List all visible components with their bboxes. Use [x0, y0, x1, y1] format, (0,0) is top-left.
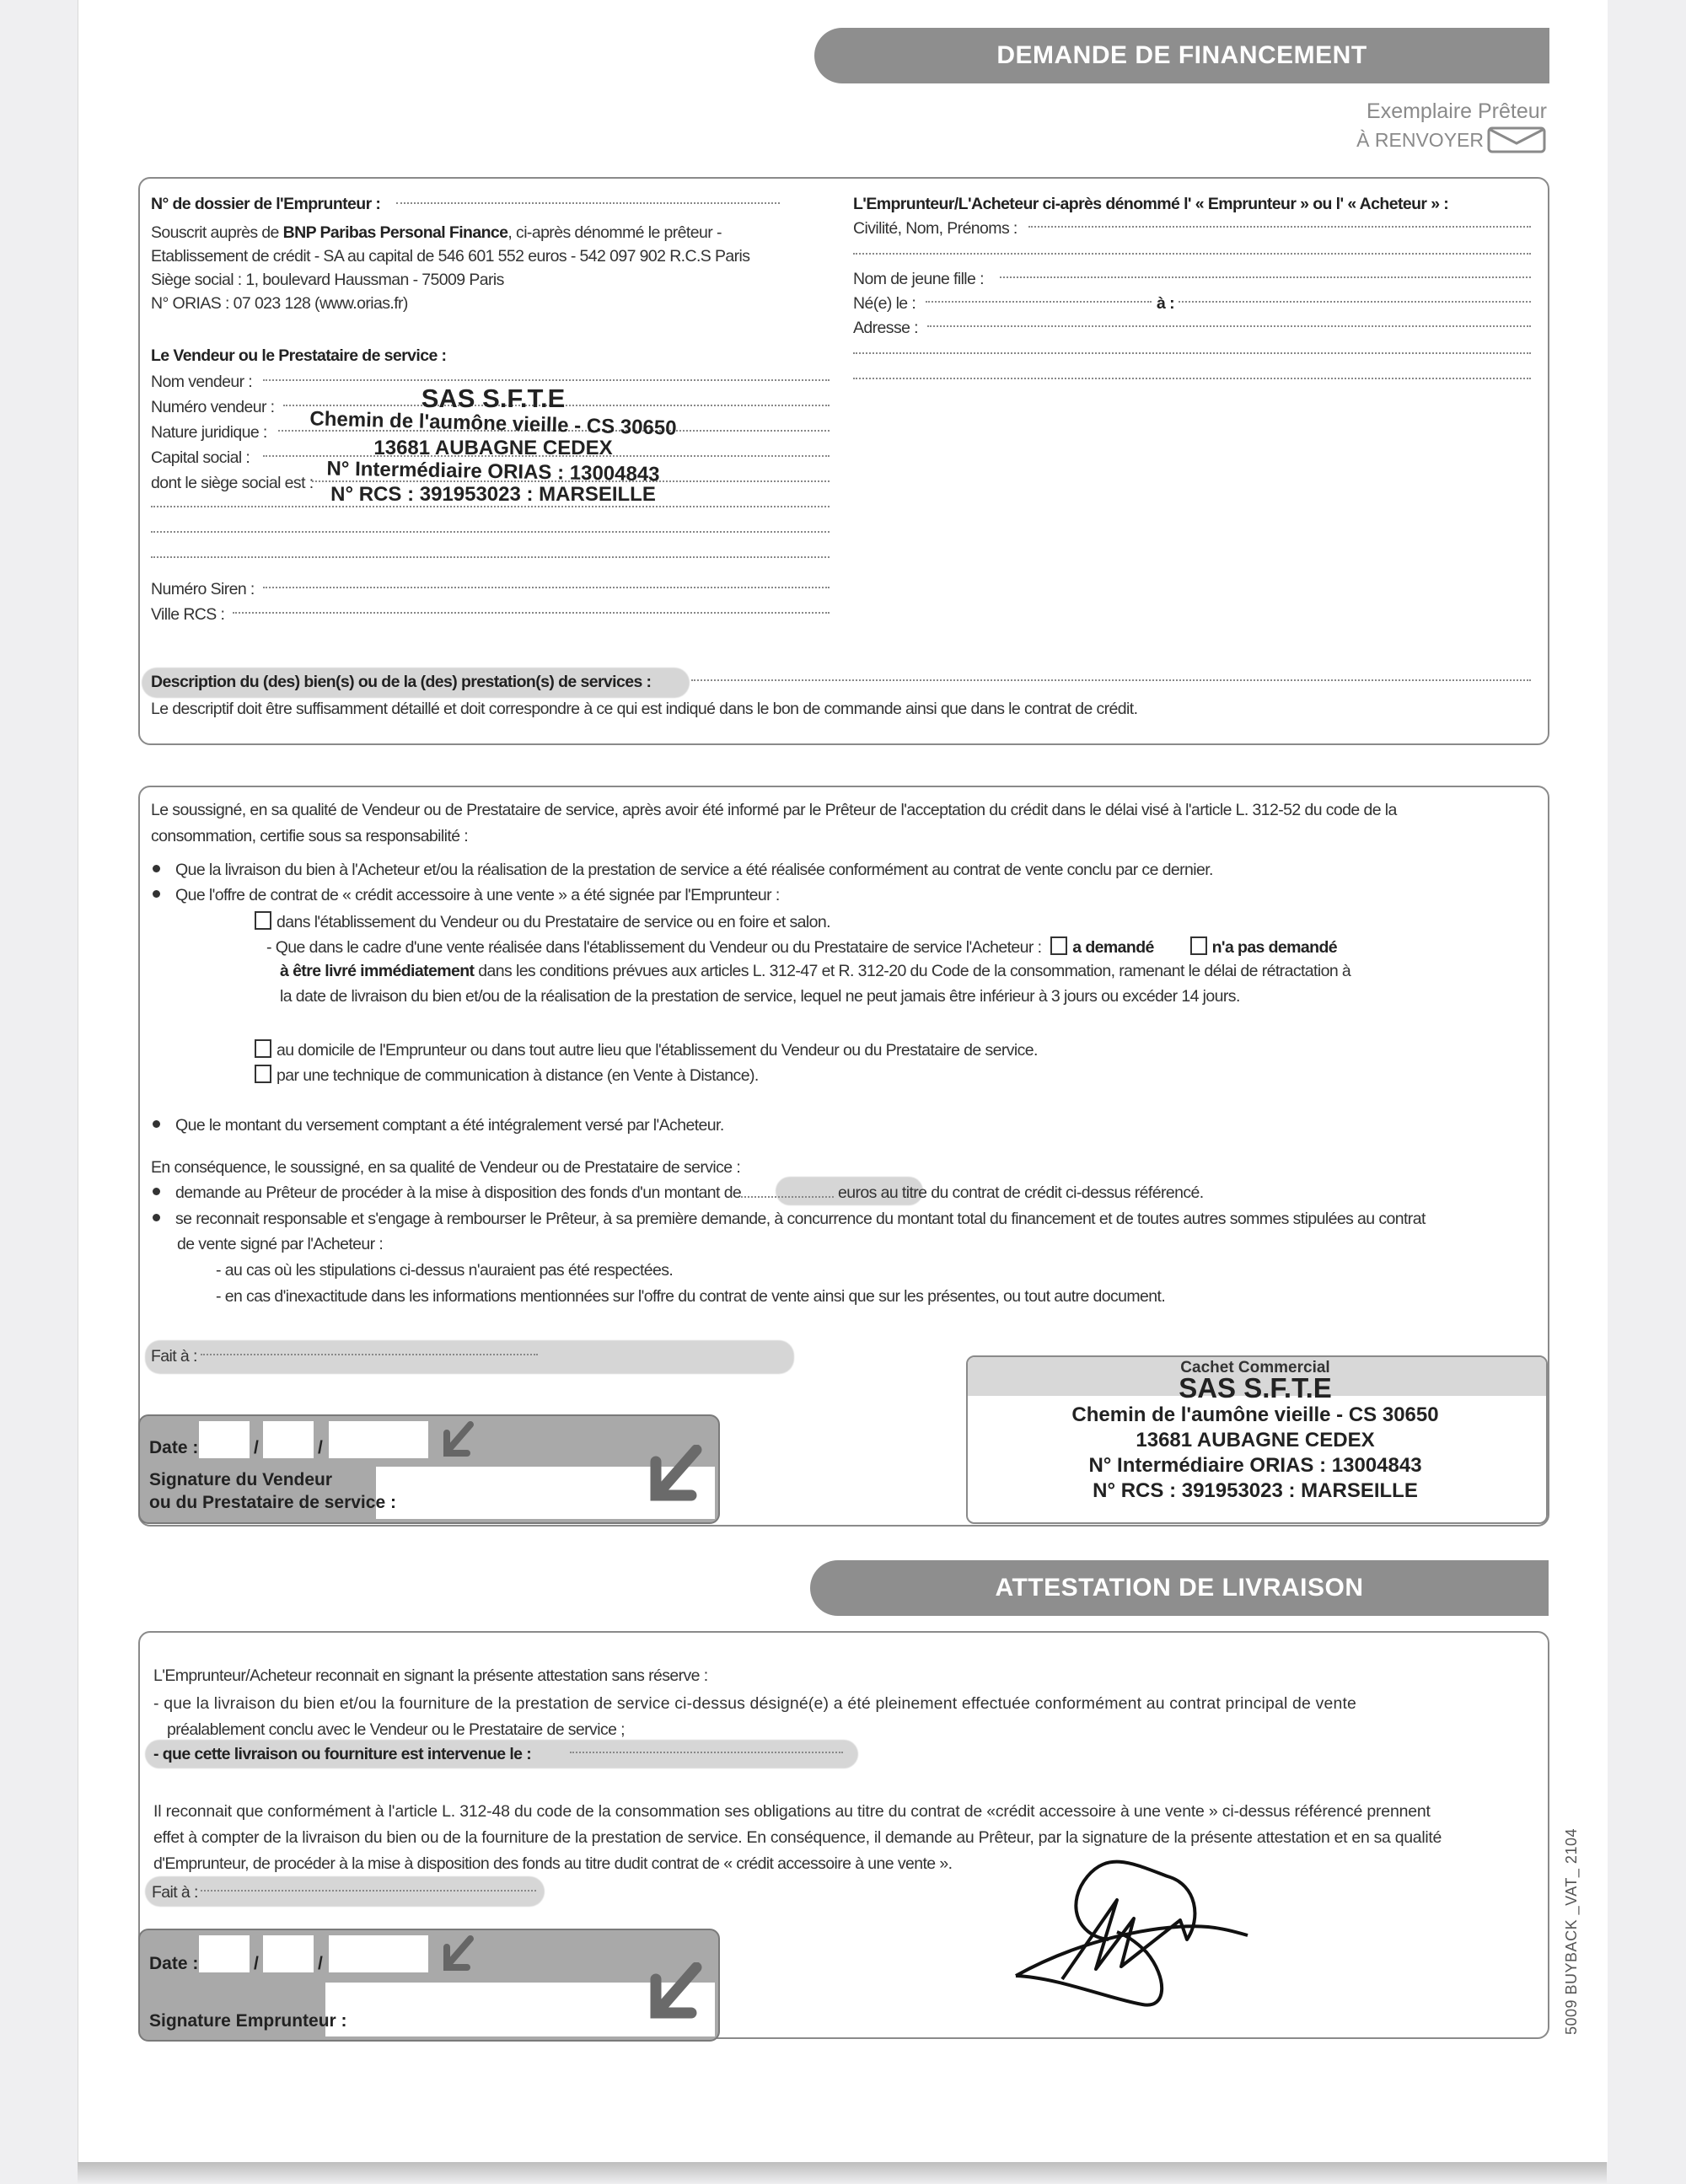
- vendor-date-year[interactable]: [329, 1421, 428, 1458]
- bullet-icon: [153, 1120, 160, 1128]
- bullet-offer-signed: Que l'offre de contrat de « crédit accessoire à une vente » a été signée par l'Emprunteur :: [151, 886, 780, 905]
- date-separator: /: [318, 1438, 323, 1457]
- borrower-heading: L'Emprunteur/L'Acheteur ci-après dénommé l' « Emprunteur » ou l' « Acheteur » :: [853, 195, 1449, 213]
- born-at-label: à :: [1157, 294, 1174, 313]
- description-field[interactable]: [691, 679, 1531, 681]
- share-capital-label: Capital social :: [151, 448, 250, 467]
- legal-form-label: Nature juridique :: [151, 423, 267, 442]
- borrower-date-label: Date :: [149, 1954, 199, 1973]
- date-separator: /: [318, 1954, 323, 1973]
- borrower-date-month[interactable]: [263, 1935, 314, 1972]
- address-field-line-3[interactable]: [853, 378, 1531, 379]
- copy-label: Exemplaire Prêteur: [1367, 99, 1547, 123]
- arrow-down-left-icon: [646, 1445, 705, 1504]
- delivery-made-at-highlight: [145, 1876, 545, 1907]
- stamp-company-name: SAS S.F.T.E: [421, 384, 566, 413]
- handwritten-signature: [1007, 1851, 1294, 2036]
- born-label: Né(e) le :: [853, 294, 916, 313]
- arrow-down-left-icon: [440, 1935, 475, 1972]
- envelope-icon: [1487, 126, 1546, 153]
- cachet-rcs: N° RCS : 391953023 : MARSEILLE: [1093, 1479, 1418, 1502]
- return-label-group: [1356, 126, 1546, 153]
- checkbox-asked[interactable]: [1050, 936, 1067, 955]
- vendor-name-label: Nom vendeur :: [151, 373, 253, 391]
- page-title: DEMANDE DE FINANCEMENT: [996, 41, 1367, 69]
- made-at-label: Fait à :: [151, 1347, 197, 1366]
- bullet-icon: [153, 1214, 160, 1221]
- delivery-para-3: d'Emprunteur, de procéder à la mise à disposition des fonds au titre dudit contrat de « crédit accessoire à une vente ».: [153, 1854, 953, 1873]
- vendor-signature-label: Signature du Vendeur ou du Prestataire de service :: [149, 1470, 396, 1512]
- bullet-icon: [153, 865, 160, 872]
- amount-field[interactable]: [741, 1184, 834, 1198]
- delivery-banner: [810, 1560, 1549, 1616]
- made-at-field[interactable]: [201, 1354, 538, 1355]
- checkbox-not-asked[interactable]: [1190, 936, 1207, 955]
- case-2: - en cas d'inexactitude dans les informations mentionnées sur l'offre du contrat de vente ainsi que sur les présentes, ou tout autre document.: [216, 1287, 1166, 1306]
- civility-label: Civilité, Nom, Prénoms :: [853, 219, 1018, 238]
- cachet-company-name: SAS S.F.T.E: [1179, 1372, 1332, 1403]
- delivery-point-2: - que cette livraison ou fourniture est intervenue le :: [153, 1745, 532, 1763]
- date-separator: /: [254, 1438, 259, 1457]
- immediate-delivery-line: à être livré immédiatement dans les conditions prévues aux articles L. 312-47 et R. 312-20 du Code de la consommation, ramenant le délai de rétractation à: [280, 962, 1351, 980]
- borrower-date-year[interactable]: [329, 1935, 428, 1972]
- rcs-city-label: Ville RCS :: [151, 605, 225, 624]
- responsibility-line-2: de vente signé par l'Acheteur :: [177, 1235, 384, 1253]
- maiden-name-label: Nom de jeune fille :: [853, 270, 984, 288]
- certification-intro-2: consommation, certifie sous sa responsabilité :: [151, 827, 469, 845]
- store-sub-line: - Que dans le cadre d'une vente réalisée dans l'établissement du Vendeur ou du Prestataire de service l'Acheteur : a demandé n'a pas demandé: [266, 938, 1338, 957]
- bullet-icon: [153, 890, 160, 898]
- vendor-date-day[interactable]: [199, 1421, 250, 1458]
- civility-field[interactable]: [1028, 226, 1531, 228]
- option-remote: par une technique de communication à distance (en Vente à Distance).: [255, 1065, 759, 1086]
- vendor-date-label: Date :: [149, 1438, 199, 1457]
- maiden-name-field[interactable]: [1000, 276, 1531, 278]
- dossier-label: N° de dossier de l'Emprunteur :: [151, 195, 381, 213]
- checkbox-store[interactable]: [255, 911, 271, 930]
- lender-line-1: Souscrit auprès de BNP Paribas Personal Finance, ci-après dénommé le prêteur -: [151, 223, 722, 242]
- bullet-delivery: Que la livraison du bien à l'Acheteur et/ou la réalisation de la prestation de service a été réalisée conformément au contrat de vente conclu par ce dernier.: [151, 861, 1213, 880]
- bullet-icon: [153, 1188, 160, 1195]
- rcs-city-field[interactable]: [233, 612, 830, 614]
- stamp-orias: N° Intermédiaire ORIAS : 13004843: [326, 457, 660, 486]
- cachet-orias: N° Intermédiaire ORIAS : 13004843: [1088, 1454, 1422, 1477]
- address-field[interactable]: [927, 325, 1531, 327]
- lender-name: BNP Paribas Personal Finance: [282, 223, 508, 242]
- delivery-point-1b: préalablement conclu avec le Vendeur ou le Prestataire de service ;: [167, 1720, 625, 1739]
- description-note: Le descriptif doit être suffisamment détaillé et doit correspondre à ce qui est indiqué dans le bon de commande ainsi que dans le contrat de crédit.: [151, 700, 1138, 718]
- lender-line-4: N° ORIAS : 07 023 128 (www.orias.fr): [151, 294, 408, 313]
- address-label: Adresse :: [853, 319, 918, 337]
- immediate-delivery-line-3: la date de livraison du bien et/ou de la réalisation de la prestation de service, lequel ne peut jamais être inférieur à 3 jours ou excéder 14 jours.: [280, 987, 1240, 1006]
- head-office-field-line-4[interactable]: [151, 556, 830, 558]
- return-label: À RENVOYER: [1356, 128, 1484, 151]
- checkbox-remote[interactable]: [255, 1065, 271, 1083]
- borrower-date-day[interactable]: [199, 1935, 250, 1972]
- delivery-intro: L'Emprunteur/Acheteur reconnait en signant la présente attestation sans réserve :: [153, 1666, 708, 1685]
- responsibility-line: se reconnait responsable et s'engage à rembourser le Prêteur, à sa première demande, à concurrence du montant total du financement et de toutes autres sommes stipulées au contrat: [151, 1210, 1426, 1229]
- dossier-number-field[interactable]: [396, 202, 780, 204]
- made-at-highlight: [145, 1340, 794, 1374]
- bullet-down-payment: Que le montant du versement comptant a été intégralement versé par l'Acheteur.: [151, 1116, 724, 1135]
- siren-field[interactable]: [263, 587, 830, 588]
- arrow-down-left-icon: [646, 1962, 705, 2021]
- stamp-rcs: N° RCS : 391953023 : MARSEILLE: [330, 483, 656, 506]
- birth-place-field[interactable]: [1179, 301, 1531, 303]
- head-office-field-line-2[interactable]: [151, 506, 830, 507]
- vendor-number-label: Numéro vendeur :: [151, 398, 275, 416]
- vendor-heading: Le Vendeur ou le Prestataire de service :: [151, 346, 447, 365]
- cachet-city: 13681 AUBAGNE CEDEX: [1136, 1429, 1375, 1452]
- form-reference: 5009 BUYBACK _VAT_ 2104: [1563, 1828, 1580, 2035]
- option-home: au domicile de l'Emprunteur ou dans tout autre lieu que l'établissement du Vendeur ou du Prestataire de service.: [255, 1039, 1038, 1060]
- commercial-stamp-title: Cachet Commercial: [1180, 1359, 1330, 1376]
- delivery-point-1: - que la livraison du bien et/ou la fourniture de la prestation de service ci-dessus désigné(e) a été pleinement effectuée conformément au contrat principal de vente: [153, 1694, 1357, 1713]
- commercial-stamp: [966, 1374, 1544, 1504]
- page-shadow: [78, 2162, 1607, 2184]
- lender-line-2: Etablissement de crédit - SA au capital de 546 601 552 euros - 542 097 902 R.C.S Paris: [151, 247, 750, 266]
- stamp-city: 13681 AUBAGNE CEDEX: [373, 437, 613, 459]
- date-separator: /: [254, 1954, 259, 1973]
- title-banner: [814, 28, 1549, 83]
- lender-line-3: Siège social : 1, boulevard Haussman - 75009 Paris: [151, 271, 504, 289]
- civility-field-line-2[interactable]: [853, 253, 1531, 255]
- delivery-date-field[interactable]: [570, 1752, 843, 1753]
- certification-intro: Le soussigné, en sa qualité de Vendeur ou de Prestataire de service, après avoir été informé par le Prêteur de l'acceptation du crédit dans le délai visé à l'article L. 312-52 du code de la: [151, 801, 1397, 819]
- consequence-line: En conséquence, le soussigné, en sa qualité de Vendeur ou de Prestataire de service :: [151, 1158, 741, 1177]
- siren-label: Numéro Siren :: [151, 580, 255, 598]
- cachet-address: Chemin de l'aumône vieille - CS 30650: [1071, 1403, 1439, 1426]
- option-store: dans l'établissement du Vendeur ou du Prestataire de service ou en foire et salon.: [255, 911, 830, 932]
- funds-request-line: demande au Prêteur de procéder à la mise à disposition des fonds d'un montant de euros au titre du contrat de crédit ci-dessus référencé.: [151, 1183, 1204, 1203]
- birth-date-field[interactable]: [926, 301, 1152, 303]
- delivery-para-1: Il reconnait que conformément à l'article L. 312-48 du code de la consommation ses obligations au titre du contrat de «crédit accessoire à une vente » ci-dessus référencé prennent: [153, 1802, 1431, 1821]
- head-office-field-line-3[interactable]: [151, 531, 830, 533]
- head-office-label: dont le siège social est :: [151, 474, 314, 492]
- delivery-made-at-field[interactable]: [201, 1890, 536, 1892]
- delivery-made-at-label: Fait à :: [152, 1883, 198, 1902]
- arrow-down-left-icon: [440, 1421, 475, 1458]
- case-1: - au cas où les stipulations ci-dessus n'auraient pas été respectées.: [216, 1261, 674, 1280]
- borrower-signature-label: Signature Emprunteur :: [149, 2011, 347, 2031]
- description-label: Description du (des) bien(s) ou de la (des) prestation(s) de services :: [151, 673, 652, 691]
- address-field-line-2[interactable]: [853, 352, 1531, 354]
- vendor-stamp: [291, 386, 695, 506]
- vendor-date-month[interactable]: [263, 1421, 314, 1458]
- stamp-address: Chemin de l'aumône vieille - CS 30650: [309, 407, 677, 440]
- checkbox-home[interactable]: [255, 1039, 271, 1058]
- delivery-title: ATTESTATION DE LIVRAISON: [995, 1574, 1364, 1602]
- delivery-para-2: effet à compter de la livraison du bien ou de la fourniture de la prestation de service. En conséquence, il demande au Prêteur, par la signature de la présente attestation et en sa qualité: [153, 1828, 1442, 1847]
- vendor-name-field[interactable]: [263, 379, 830, 381]
